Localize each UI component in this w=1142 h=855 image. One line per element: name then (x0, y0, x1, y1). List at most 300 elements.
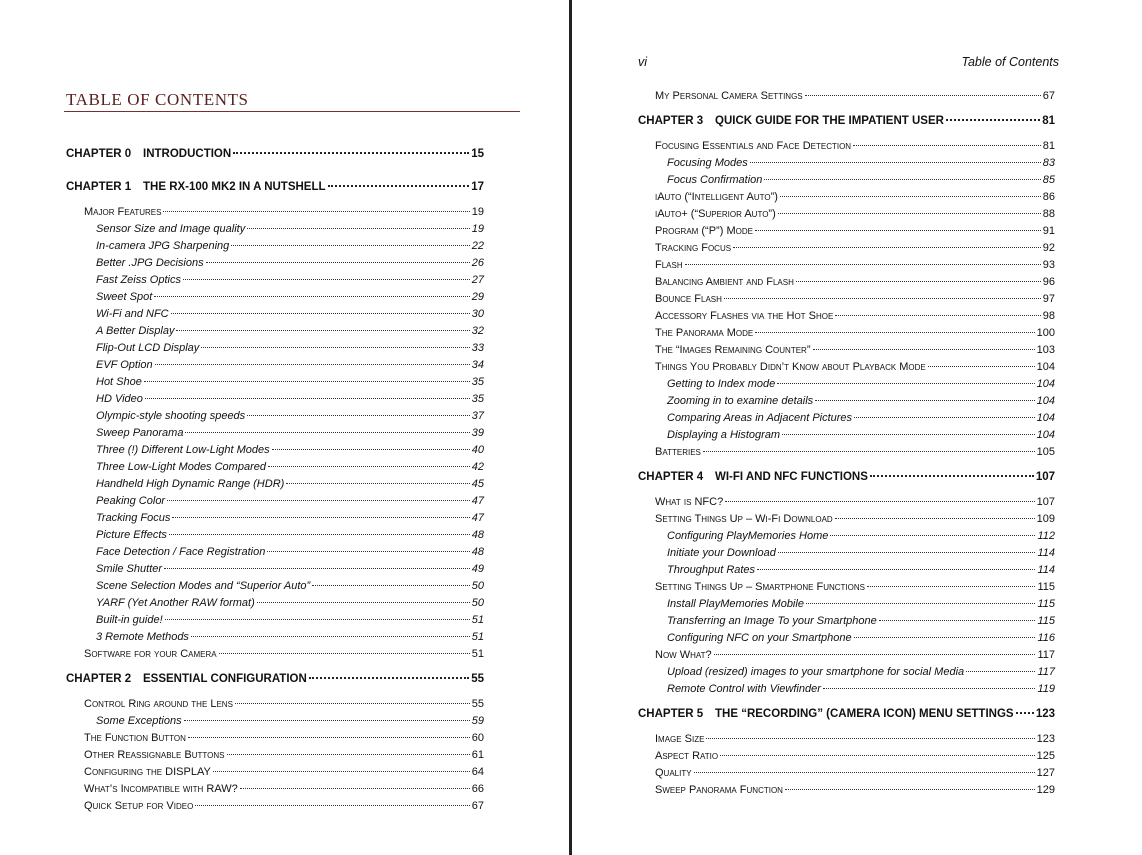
toc-heading: TABLE OF CONTENTS (66, 90, 249, 109)
toc-page-number: 115 (1037, 581, 1055, 593)
toc-page-number: 39 (471, 427, 484, 439)
toc-subsection-entry[interactable] (96, 290, 484, 305)
toc-entry-title: Comparing Areas in Adjacent Pictures (667, 412, 853, 424)
toc-page-number: 107 (1035, 471, 1055, 483)
toc-chapter-entry[interactable] (638, 114, 1055, 129)
toc-section-entry[interactable] (84, 799, 484, 814)
toc-page-number: 47 (471, 495, 484, 507)
toc-dot-leader (165, 619, 470, 620)
toc-dot-leader (777, 383, 1034, 384)
toc-page-number: 104 (1036, 378, 1055, 390)
toc-section-entry[interactable] (84, 782, 484, 797)
toc-dot-leader (694, 772, 1035, 773)
toc-subsection-entry[interactable] (96, 426, 484, 441)
toc-page-number: 47 (471, 512, 484, 524)
toc-dot-leader (785, 789, 1035, 790)
toc-page-number: 117 (1037, 649, 1055, 661)
toc-dot-leader (755, 332, 1034, 333)
toc-dot-leader (233, 152, 469, 154)
toc-section-entry[interactable] (655, 360, 1055, 375)
toc-dot-leader (184, 720, 470, 721)
toc-section-entry[interactable] (84, 697, 484, 712)
toc-dot-leader (778, 213, 1041, 214)
toc-page-number: 114 (1037, 547, 1055, 559)
toc-page-number: 50 (471, 580, 484, 592)
toc-subsection-entry[interactable] (667, 631, 1055, 646)
toc-subsection-entry[interactable] (96, 375, 484, 390)
toc-page-number: 66 (471, 783, 484, 795)
toc-entry-title: Aspect Ratio (655, 750, 719, 762)
toc-subsection-entry[interactable] (667, 173, 1055, 188)
toc-entry-title: A Better Display (96, 325, 175, 337)
toc-page-number: 30 (471, 308, 484, 320)
toc-page-number: 115 (1037, 598, 1055, 610)
toc-entry-title: Upload (resized) images to your smartphone for social Media (667, 666, 965, 678)
toc-entry-title: What’s Incompatible with RAW? (84, 783, 238, 795)
toc-dot-leader (185, 432, 469, 433)
toc-entry-title: Tracking Focus (96, 512, 171, 524)
toc-subsection-entry[interactable] (96, 409, 484, 424)
toc-page-number: 123 (1036, 733, 1055, 745)
toc-entry-title: Better .JPG Decisions (96, 257, 204, 269)
toc-page-number: 19 (471, 206, 484, 218)
toc-dot-leader (155, 364, 470, 365)
toc-entry-title: INTRODUCTION (143, 148, 232, 160)
toc-page-number: 97 (1042, 293, 1055, 305)
toc-chapter-number: CHAPTER 3 (638, 115, 704, 127)
toc-page-number: 96 (1042, 276, 1055, 288)
toc-dot-leader (778, 552, 1036, 553)
toc-dot-leader (757, 569, 1035, 570)
toc-dot-leader (854, 637, 1036, 638)
toc-dot-leader (750, 162, 1041, 163)
toc-entry-title: HD Video (96, 393, 143, 405)
toc-page-number: 19 (471, 223, 484, 235)
toc-entry-title: Smile Shutter (96, 563, 163, 575)
toc-entry-title: Quick Setup for Video (84, 800, 194, 812)
toc-page-number: 86 (1042, 191, 1055, 203)
toc-entry-title: iAuto+ (“Superior Auto”) (655, 208, 776, 220)
toc-page-number: 88 (1042, 208, 1055, 220)
toc-dot-leader (328, 185, 470, 187)
toc-section-entry[interactable] (655, 343, 1055, 358)
toc-entry-title: Three Low-Light Modes Compared (96, 461, 266, 473)
page-number-roman: vi (638, 55, 648, 69)
toc-dot-leader (755, 230, 1041, 231)
toc-entry-title: ESSENTIAL CONFIGURATION (143, 673, 307, 685)
toc-subsection-entry[interactable] (96, 358, 484, 373)
toc-chapter-number: CHAPTER 1 (66, 181, 132, 193)
toc-dot-leader (183, 279, 470, 280)
toc-dot-leader (714, 654, 1036, 655)
toc-dot-leader (725, 501, 1034, 502)
toc-entry-title: Sweep Panorama (96, 427, 184, 439)
toc-page-number: 48 (471, 529, 484, 541)
toc-entry-title: Major Features (84, 206, 162, 218)
toc-subsection-entry[interactable] (96, 511, 484, 526)
toc-page-number: 117 (1037, 666, 1055, 678)
toc-section-entry[interactable] (655, 580, 1055, 595)
toc-page-number: 40 (471, 444, 484, 456)
toc-dot-leader (286, 483, 469, 484)
toc-subsection-entry[interactable] (96, 256, 484, 271)
toc-subsection-entry[interactable] (96, 392, 484, 407)
toc-page-number: 100 (1036, 327, 1055, 339)
toc-chapter-entry[interactable] (66, 672, 484, 687)
toc-dot-leader (145, 398, 470, 399)
toc-page-number: 51 (471, 631, 484, 643)
toc-page-number: 34 (471, 359, 484, 371)
toc-subsection-entry[interactable] (96, 460, 484, 475)
toc-page-number: 81 (1042, 140, 1055, 152)
toc-section-entry[interactable] (84, 748, 484, 763)
toc-entry-title: Displaying a Histogram (667, 429, 781, 441)
toc-dot-leader (853, 145, 1041, 146)
toc-subsection-entry[interactable] (667, 377, 1055, 392)
toc-page-number: 103 (1036, 344, 1055, 356)
toc-entry-title: 3 Remote Methods (96, 631, 189, 643)
toc-dot-leader (706, 738, 1034, 739)
toc-subsection-entry[interactable] (96, 579, 484, 594)
toc-subsection-entry[interactable] (96, 494, 484, 509)
toc-page-number: 61 (471, 749, 484, 761)
toc-subsection-entry[interactable] (96, 443, 484, 458)
toc-page-number: 49 (471, 563, 484, 575)
toc-dot-leader (805, 95, 1041, 96)
toc-entry-title: Things You Probably Didn’t Know about Playback Mode (655, 361, 926, 373)
toc-entry-title: Balancing Ambient and Flash (655, 276, 794, 288)
toc-entry-title: Sensor Size and Image quality (96, 223, 246, 235)
toc-chapter-number: CHAPTER 5 (638, 708, 704, 720)
toc-entry-title: My Personal Camera Settings (655, 90, 803, 102)
toc-page-number: 50 (471, 597, 484, 609)
toc-dot-leader (176, 330, 469, 331)
toc-dot-leader (733, 247, 1041, 248)
toc-subsection-entry[interactable] (667, 597, 1055, 612)
toc-entry-title: Install PlayMemories Mobile (667, 598, 804, 610)
toc-dot-leader (144, 381, 470, 382)
toc-page-number: 104 (1036, 395, 1055, 407)
toc-section-entry[interactable] (655, 783, 1055, 798)
toc-dot-leader (219, 653, 470, 654)
toc-page-number: 64 (471, 766, 484, 778)
toc-entry-title: Wi-Fi and NFC (96, 308, 169, 320)
toc-entry-title: Peaking Color (96, 495, 166, 507)
toc-subsection-entry[interactable] (667, 428, 1055, 443)
toc-page-number: 93 (1042, 259, 1055, 271)
toc-subsection-entry[interactable] (96, 613, 484, 628)
toc-page-number: 67 (471, 800, 484, 812)
running-header-title: Table of Contents (961, 55, 1059, 69)
toc-subsection-entry[interactable] (667, 411, 1055, 426)
toc-dot-leader (268, 466, 470, 467)
toc-section-entry[interactable] (655, 445, 1055, 460)
toc-entry-title: The Function Button (84, 732, 186, 744)
toc-dot-leader (247, 415, 470, 416)
toc-entry-title: Built-in guide! (96, 614, 163, 626)
toc-section-entry[interactable] (655, 648, 1055, 663)
toc-entry-title: Control Ring around the Lens (84, 698, 233, 710)
toc-subsection-entry[interactable] (96, 324, 484, 339)
toc-chapter-number: CHAPTER 2 (66, 673, 132, 685)
toc-entry-title: Transferring an Image To your Smartphone (667, 615, 877, 627)
toc-page-number: 33 (471, 342, 484, 354)
toc-subsection-entry[interactable] (96, 239, 484, 254)
toc-page-number: 48 (471, 546, 484, 558)
toc-entry-title: Bounce Flash (655, 293, 722, 305)
toc-section-entry[interactable] (84, 205, 484, 220)
toc-section-entry[interactable] (655, 766, 1055, 781)
toc-page-number: 37 (471, 410, 484, 422)
toc-section-entry[interactable] (655, 309, 1055, 324)
toc-chapter-entry[interactable] (66, 180, 484, 195)
toc-entry-title: Flip-Out LCD Display (96, 342, 200, 354)
toc-entry-title: Sweet Spot (96, 291, 153, 303)
toc-dot-leader (213, 771, 470, 772)
toc-dot-leader (195, 805, 469, 806)
toc-dot-leader (813, 349, 1035, 350)
toc-subsection-entry[interactable] (96, 528, 484, 543)
toc-page-number: 51 (471, 614, 484, 626)
toc-entry-title: Zooming in to examine details (667, 395, 814, 407)
toc-subsection-entry[interactable] (96, 630, 484, 645)
toc-page-number: 81 (1042, 115, 1055, 127)
toc-subsection-entry[interactable] (96, 222, 484, 237)
toc-subsection-entry[interactable] (96, 341, 484, 356)
toc-entry-title: Focus Confirmation (667, 174, 763, 186)
toc-subsection-entry[interactable] (667, 394, 1055, 409)
toc-page-number: 92 (1042, 242, 1055, 254)
toc-entry-title: Sweep Panorama Function (655, 784, 783, 796)
toc-subsection-entry[interactable] (96, 307, 484, 322)
toc-dot-leader (685, 264, 1041, 265)
toc-dot-leader (928, 366, 1035, 367)
toc-dot-leader (879, 620, 1036, 621)
toc-dot-leader (312, 585, 470, 586)
toc-subsection-entry[interactable] (667, 156, 1055, 171)
toc-entry-title: Olympic-style shooting speeds (96, 410, 246, 422)
toc-subsection-entry[interactable] (96, 545, 484, 560)
toc-page-number: 42 (471, 461, 484, 473)
toc-entry-title: In-camera JPG Sharpening (96, 240, 230, 252)
toc-entry-title: The “Images Remaining Counter” (655, 344, 811, 356)
toc-page-number: 22 (471, 240, 484, 252)
toc-entry-title: Now What? (655, 649, 712, 661)
toc-dot-leader (171, 313, 470, 314)
toc-page-number: 129 (1036, 784, 1055, 796)
toc-dot-leader (815, 400, 1035, 401)
toc-entry-title: Some Exceptions (96, 715, 182, 727)
toc-page-number: 112 (1037, 530, 1055, 542)
left-page (0, 0, 570, 855)
toc-entry-title: Batteries (655, 446, 701, 458)
toc-dot-leader (272, 449, 470, 450)
toc-subsection-entry[interactable] (667, 682, 1055, 697)
toc-section-entry[interactable] (655, 326, 1055, 341)
toc-page-number: 17 (471, 181, 484, 193)
toc-subsection-entry[interactable] (96, 273, 484, 288)
toc-entry-title: Other Reassignable Buttons (84, 749, 225, 761)
toc-dot-leader (1016, 712, 1034, 714)
toc-entry-title: Face Detection / Face Registration (96, 546, 266, 558)
toc-entry-title: THE RX-100 MK2 IN A NUTSHELL (143, 181, 326, 193)
toc-section-entry[interactable] (655, 732, 1055, 747)
toc-section-entry[interactable] (655, 292, 1055, 307)
toc-dot-leader (201, 347, 469, 348)
toc-chapter-entry[interactable] (638, 707, 1055, 722)
toc-entry-title: Handheld High Dynamic Range (HDR) (96, 478, 285, 490)
toc-page-number: 55 (471, 698, 484, 710)
toc-page-number: 45 (471, 478, 484, 490)
toc-section-entry[interactable] (655, 241, 1055, 256)
toc-entry-title: Configuring NFC on your Smartphone (667, 632, 852, 644)
toc-section-entry[interactable] (84, 765, 484, 780)
toc-entry-title: Fast Zeiss Optics (96, 274, 181, 286)
toc-subsection-entry[interactable] (96, 596, 484, 611)
toc-section-entry[interactable] (655, 258, 1055, 273)
toc-entry-title: Tracking Focus (655, 242, 732, 254)
toc-subsection-entry[interactable] (96, 714, 484, 729)
toc-dot-leader (764, 179, 1040, 180)
toc-page-number: 35 (471, 376, 484, 388)
toc-page-number: 104 (1036, 361, 1055, 373)
toc-dot-leader (240, 788, 470, 789)
toc-subsection-entry[interactable] (96, 562, 484, 577)
toc-chapter-number: CHAPTER 4 (638, 471, 704, 483)
toc-subsection-entry[interactable] (667, 665, 1055, 680)
toc-dot-leader (724, 298, 1041, 299)
toc-entry-title: Scene Selection Modes and “Superior Auto” (96, 580, 311, 592)
toc-dot-leader (830, 535, 1035, 536)
toc-page-number: 67 (1042, 90, 1055, 102)
toc-dot-leader (164, 568, 470, 569)
toc-dot-leader (823, 688, 1036, 689)
toc-chapter-entry[interactable] (66, 147, 484, 162)
toc-entry-title: Getting to Index mode (667, 378, 776, 390)
toc-page-number: 107 (1036, 496, 1055, 508)
toc-chapter-entry[interactable] (638, 470, 1055, 485)
toc-page-number: 59 (471, 715, 484, 727)
toc-entry-title: Program (“P”) Mode (655, 225, 753, 237)
toc-section-entry[interactable] (655, 207, 1055, 222)
toc-entry-title: Setting Things Up – Wi-Fi Download (655, 513, 833, 525)
toc-subsection-entry[interactable] (667, 614, 1055, 629)
toc-page-number: 26 (471, 257, 484, 269)
toc-entry-title: What is NFC? (655, 496, 724, 508)
toc-dot-leader (257, 602, 470, 603)
toc-dot-leader (870, 475, 1034, 477)
toc-dot-leader (231, 245, 469, 246)
toc-section-entry[interactable] (84, 647, 484, 662)
toc-dot-leader (806, 603, 1036, 604)
toc-dot-leader (154, 296, 469, 297)
toc-entry-title: Software for your Camera (84, 648, 217, 660)
toc-section-entry[interactable] (655, 224, 1055, 239)
toc-page-number: 127 (1036, 767, 1055, 779)
toc-page-number: 29 (471, 291, 484, 303)
toc-dot-leader (835, 518, 1035, 519)
toc-entry-title: WI-FI AND NFC FUNCTIONS (715, 471, 868, 483)
toc-dot-leader (780, 196, 1041, 197)
toc-entry-title: Quality (655, 767, 692, 779)
toc-heading-rule (64, 111, 520, 112)
toc-entry-title: Throughput Rates (667, 564, 756, 576)
toc-dot-leader (782, 434, 1035, 435)
toc-page-number: 119 (1037, 683, 1055, 695)
toc-page-number: 109 (1036, 513, 1055, 525)
toc-entry-title: The Panorama Mode (655, 327, 754, 339)
toc-dot-leader (309, 677, 469, 679)
toc-subsection-entry[interactable] (667, 546, 1055, 561)
toc-page-number: 98 (1042, 310, 1055, 322)
toc-entry-title: Focusing Essentials and Face Detection (655, 140, 852, 152)
toc-section-entry[interactable] (655, 139, 1055, 154)
toc-entry-title: EVF Option (96, 359, 153, 371)
toc-dot-leader (946, 119, 1040, 121)
toc-entry-title: QUICK GUIDE FOR THE IMPATIENT USER (715, 115, 944, 127)
toc-dot-leader (267, 551, 469, 552)
toc-section-entry[interactable] (655, 89, 1055, 104)
toc-dot-leader (227, 754, 470, 755)
toc-dot-leader (835, 315, 1040, 316)
toc-page-number: 60 (471, 732, 484, 744)
toc-dot-leader (235, 703, 470, 704)
toc-page-number: 104 (1036, 412, 1055, 424)
toc-entry-title: Setting Things Up – Smartphone Functions (655, 581, 866, 593)
toc-dot-leader (188, 737, 470, 738)
toc-page-number: 27 (471, 274, 484, 286)
toc-page-number: 125 (1036, 750, 1055, 762)
toc-entry-title: Configuring PlayMemories Home (667, 530, 829, 542)
toc-page-number: 51 (471, 648, 484, 660)
toc-entry-title: Configuring the DISPLAY (84, 766, 211, 778)
toc-subsection-entry[interactable] (667, 563, 1055, 578)
toc-subsection-entry[interactable] (96, 477, 484, 492)
toc-subsection-entry[interactable] (667, 529, 1055, 544)
toc-page-number: 55 (471, 673, 484, 685)
toc-dot-leader (191, 636, 470, 637)
toc-section-entry[interactable] (655, 512, 1055, 527)
toc-dot-leader (703, 451, 1035, 452)
toc-chapter-number: CHAPTER 0 (66, 148, 132, 160)
toc-dot-leader (172, 517, 469, 518)
toc-section-entry[interactable] (655, 495, 1055, 510)
toc-page-number: 91 (1042, 225, 1055, 237)
toc-entry-title: THE “RECORDING” (CAMERA ICON) MENU SETTINGS (715, 708, 1014, 720)
toc-page-number: 15 (471, 148, 484, 160)
toc-dot-leader (720, 755, 1035, 756)
toc-page-number: 115 (1037, 615, 1055, 627)
toc-dot-leader (167, 500, 470, 501)
toc-dot-leader (169, 534, 470, 535)
toc-section-entry[interactable] (84, 731, 484, 746)
toc-section-entry[interactable] (655, 190, 1055, 205)
toc-page-number: 83 (1042, 157, 1055, 169)
toc-page-number: 105 (1036, 446, 1055, 458)
toc-entry-title: Image Size (655, 733, 705, 745)
right-page (572, 0, 1142, 855)
toc-section-entry[interactable] (655, 749, 1055, 764)
toc-entry-title: Hot Shoe (96, 376, 142, 388)
toc-dot-leader (796, 281, 1041, 282)
running-header (638, 55, 1059, 71)
toc-page-number: 104 (1036, 429, 1055, 441)
toc-dot-leader (854, 417, 1035, 418)
toc-section-entry[interactable] (655, 275, 1055, 290)
toc-dot-leader (867, 586, 1035, 587)
toc-page-number: 35 (471, 393, 484, 405)
toc-dot-leader (206, 262, 470, 263)
